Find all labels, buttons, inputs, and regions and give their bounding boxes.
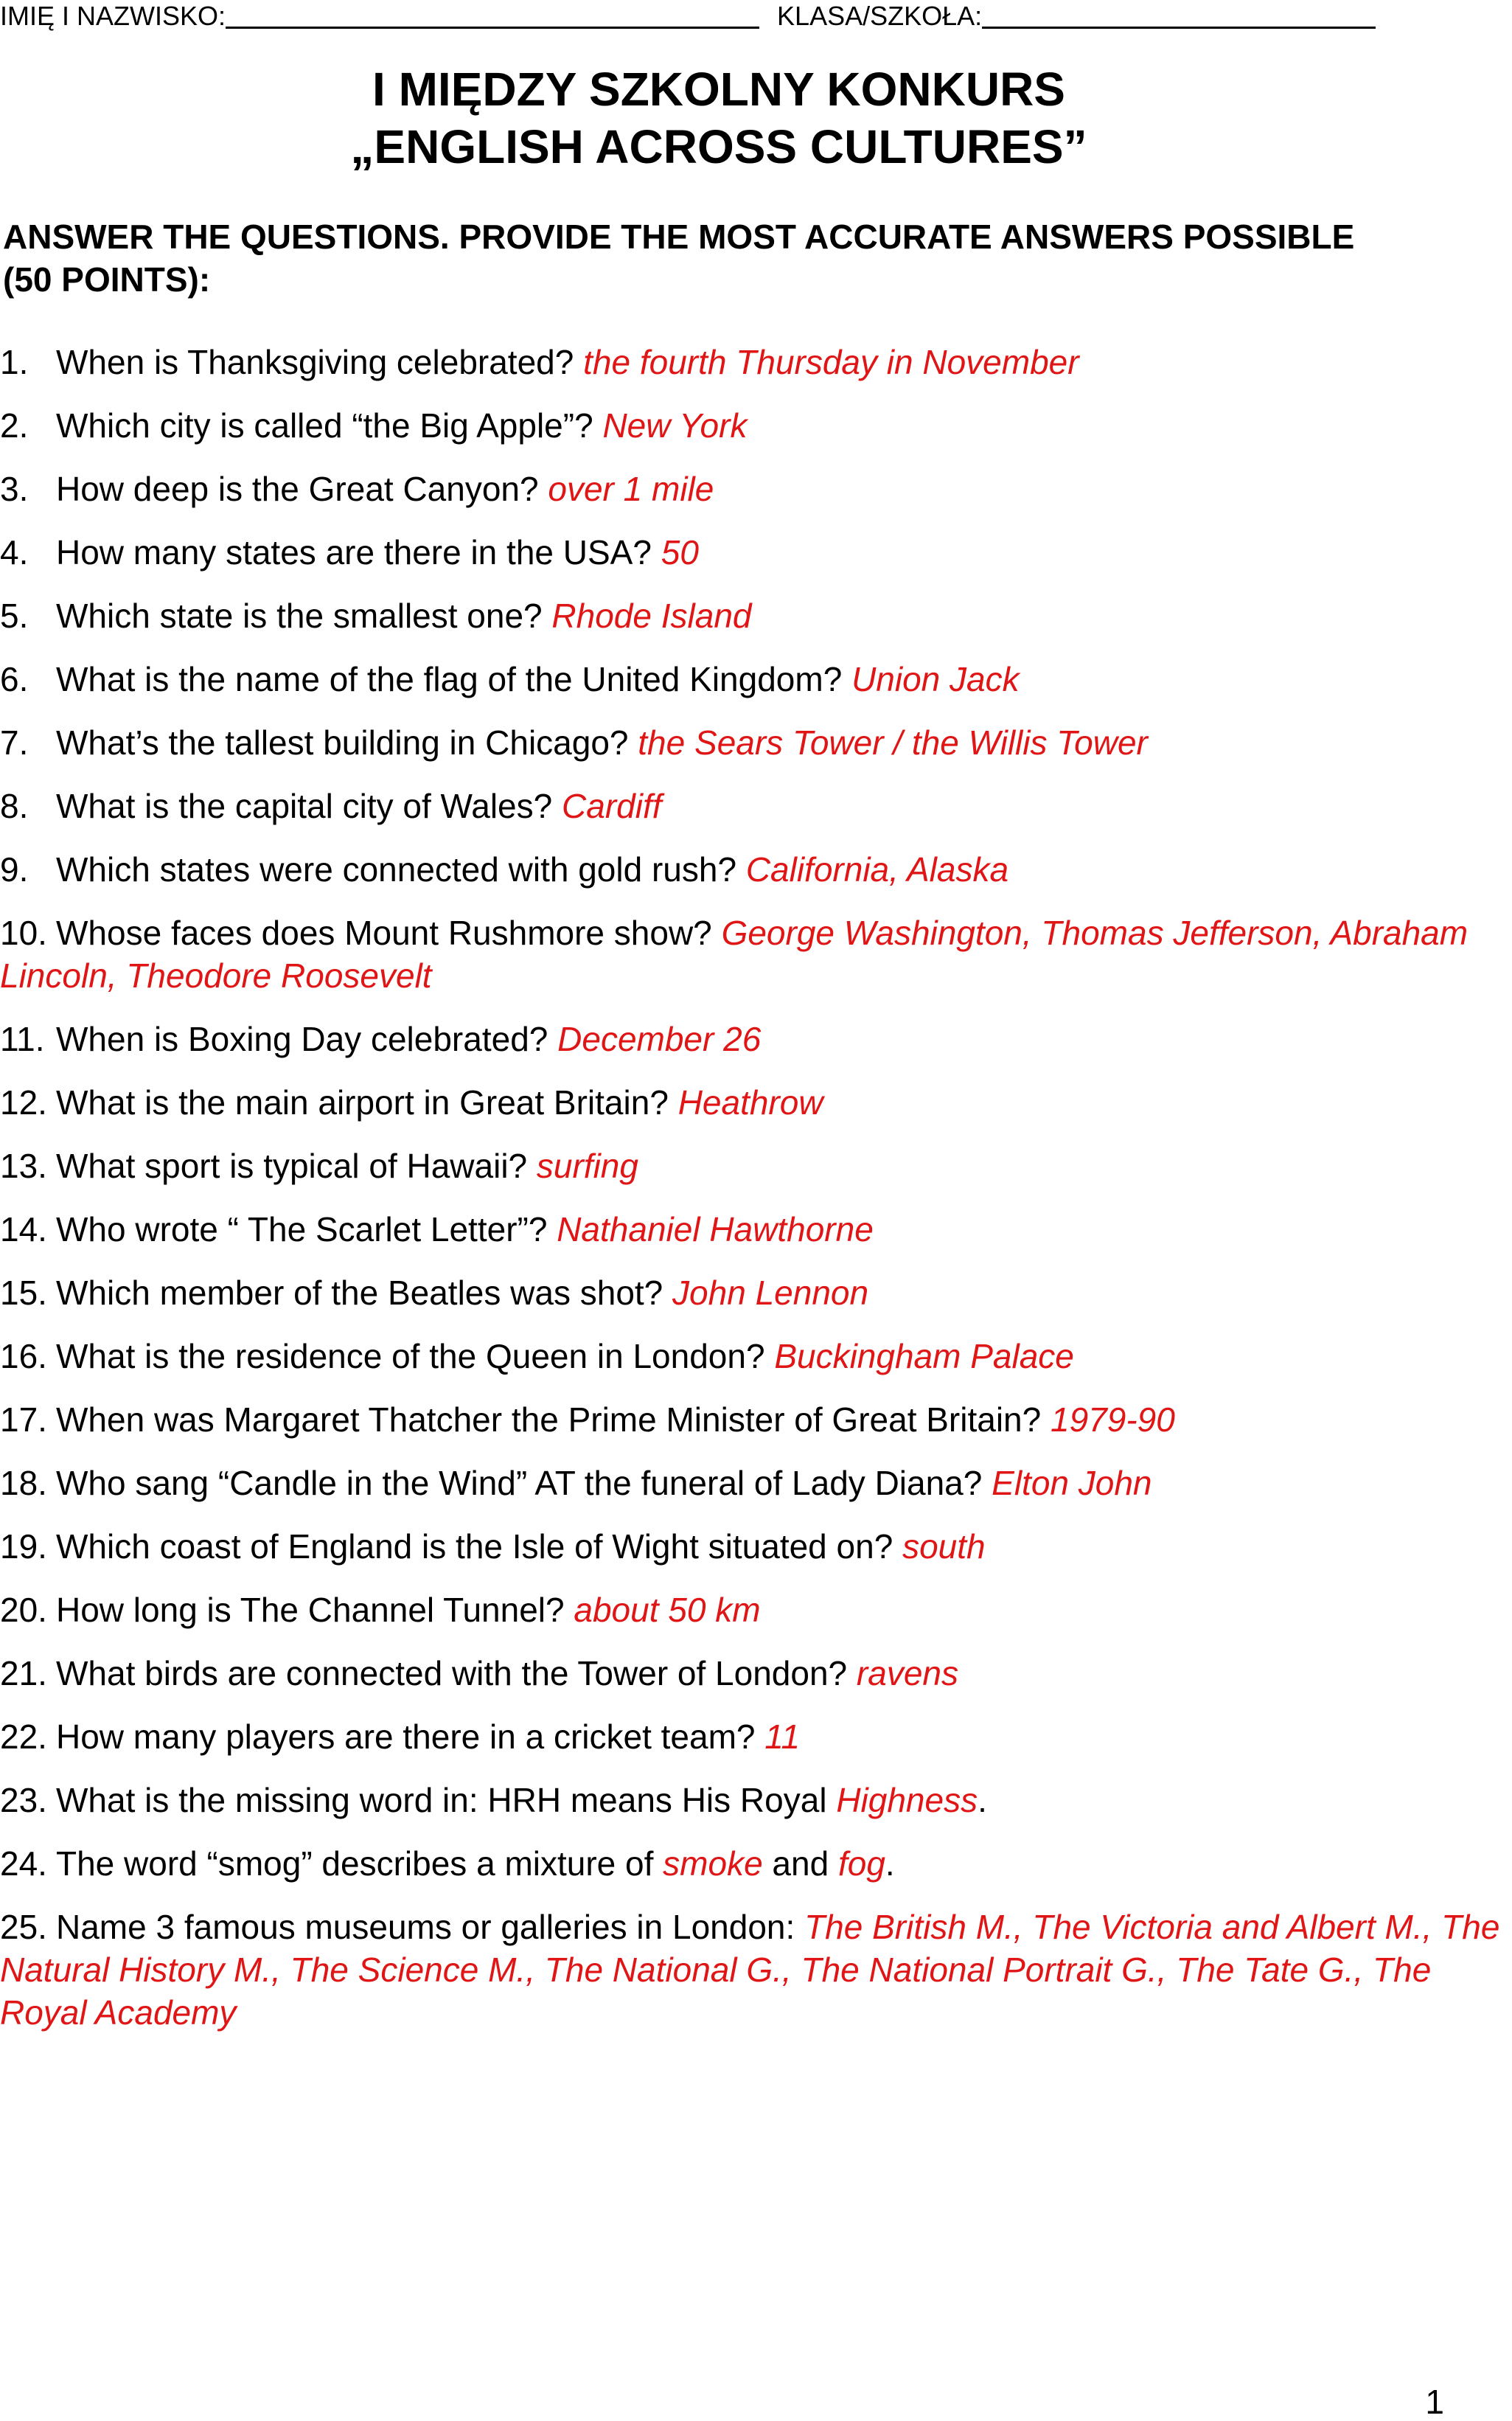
class-label: KLASA/SZKOŁA:	[777, 1, 983, 31]
question-11	[0, 1018, 1512, 1060]
question-text: Who wrote “ The Scarlet Letter”?	[56, 1210, 557, 1248]
question-text: What’s the tallest building in Chicago?	[56, 723, 638, 762]
answer-text: 50	[661, 533, 699, 572]
question-text: When is Thanksgiving celebrated?	[56, 343, 584, 381]
answer-text-2: fog	[837, 1844, 885, 1883]
question-7	[0, 721, 1512, 764]
question-mid: and	[762, 1844, 838, 1883]
question-text: How many players are there in a cricket team?	[56, 1717, 765, 1756]
question-number: 7.	[0, 723, 29, 762]
question-suffix: .	[885, 1844, 895, 1883]
question-text: When is Boxing Day celebrated?	[56, 1020, 558, 1058]
question-text: Whose faces does Mount Rushmore show?	[56, 914, 722, 952]
question-text: What birds are connected with the Tower of London?	[56, 1654, 857, 1692]
answer-text: George Washington, Thomas Jefferson, Abraham Lincoln, Theodore Roosevelt	[0, 914, 1469, 995]
answer-text: Buckingham Palace	[774, 1337, 1074, 1375]
title-line-1: I MIĘDZY SZKOLNY KONKURS	[372, 63, 1065, 116]
question-text: What is the name of the flag of the United Kingdom?	[56, 660, 852, 698]
answer-text: Elton John	[992, 1464, 1152, 1502]
question-25	[0, 1906, 1512, 2034]
question-4	[0, 531, 1512, 574]
question-20	[0, 1588, 1512, 1631]
question-21	[0, 1652, 1512, 1695]
answer-text: Heathrow	[677, 1083, 823, 1122]
question-text: The word “smog” describes a mixture of	[56, 1844, 663, 1883]
page-number: 1	[1425, 2383, 1444, 2421]
question-5	[0, 594, 1512, 637]
question-text: Who sang “Candle in the Wind” AT the funeral of Lady Diana?	[56, 1464, 992, 1502]
answer-text: Cardiff	[562, 787, 662, 825]
question-number: 17.	[0, 1400, 47, 1439]
question-3	[0, 468, 1512, 510]
question-18	[0, 1462, 1512, 1504]
question-9	[0, 848, 1512, 891]
question-number: 14.	[0, 1210, 47, 1248]
answer-text: ravens	[856, 1654, 958, 1692]
answer-text: Highness	[836, 1781, 978, 1819]
question-text: What is the missing word in: HRH means His Royal	[56, 1781, 837, 1819]
question-text: Which member of the Beatles was shot?	[56, 1274, 673, 1312]
question-2	[0, 404, 1512, 447]
question-text: What is the residence of the Queen in London?	[56, 1337, 775, 1375]
question-text: What is the capital city of Wales?	[56, 787, 562, 825]
question-number: 16.	[0, 1337, 47, 1375]
question-number: 18.	[0, 1464, 47, 1502]
question-list	[0, 341, 1512, 2054]
question-number: 9.	[0, 850, 29, 889]
question-number: 1.	[0, 343, 29, 381]
answer-text: New York	[602, 406, 748, 445]
question-text: What sport is typical of Hawaii?	[56, 1147, 537, 1185]
name-label: IMIĘ I NAZWISKO:	[0, 1, 226, 31]
answer-text: Union Jack	[851, 660, 1020, 698]
question-text: Which states were connected with gold rush?	[56, 850, 746, 889]
answer-text: Rhode Island	[551, 597, 752, 635]
question-number: 15.	[0, 1274, 47, 1312]
question-23	[0, 1779, 1512, 1821]
question-17	[0, 1398, 1512, 1441]
answer-text: surfing	[536, 1147, 638, 1185]
question-text: Which coast of England is the Isle of Wight situated on?	[56, 1527, 903, 1566]
answer-text: the Sears Tower / the Willis Tower	[638, 723, 1148, 762]
question-12	[0, 1081, 1512, 1124]
instructions: ANSWER THE QUESTIONS. PROVIDE THE MOST ACCURATE ANSWERS POSSIBLE (50 POINTS):	[3, 218, 1355, 299]
question-number: 8.	[0, 787, 29, 825]
question-14	[0, 1208, 1512, 1251]
question-text: Name 3 famous museums or galleries in London:	[56, 1908, 805, 1946]
question-6	[0, 658, 1512, 701]
question-number: 2.	[0, 406, 29, 445]
question-1	[0, 341, 1512, 383]
name-blank[interactable]	[226, 0, 759, 29]
question-13	[0, 1144, 1512, 1187]
answer-text: 1979-90	[1051, 1400, 1175, 1439]
question-text: How many states are there in the USA?	[56, 533, 661, 572]
question-number: 5.	[0, 597, 29, 635]
answer-text: California, Alaska	[745, 850, 1009, 889]
answer-text: the fourth Thursday in November	[583, 343, 1079, 381]
answer-text: about 50 km	[574, 1591, 761, 1629]
class-blank[interactable]	[982, 0, 1376, 29]
question-text: Which city is called “the Big Apple”?	[56, 406, 603, 445]
question-24	[0, 1842, 1512, 1885]
question-8	[0, 785, 1512, 827]
question-19	[0, 1525, 1512, 1568]
question-16	[0, 1335, 1512, 1378]
answer-text: Nathaniel Hawthorne	[557, 1210, 874, 1248]
question-number: 10.	[0, 914, 47, 952]
title-line-2: „ENGLISH ACROSS CULTURES”	[350, 120, 1087, 173]
question-text: Which state is the smallest one?	[56, 597, 552, 635]
question-10	[0, 911, 1512, 997]
answer-text: south	[902, 1527, 986, 1566]
question-number: 23.	[0, 1781, 47, 1819]
question-number: 6.	[0, 660, 29, 698]
question-number: 25.	[0, 1908, 47, 1946]
question-22	[0, 1715, 1512, 1758]
answer-text: 11	[764, 1717, 801, 1756]
answer-text: John Lennon	[672, 1274, 869, 1312]
question-15	[0, 1271, 1512, 1314]
question-number: 12.	[0, 1083, 47, 1122]
question-number: 22.	[0, 1717, 47, 1756]
header-fields	[0, 0, 1512, 32]
question-text: When was Margaret Thatcher the Prime Minister of Great Britain?	[56, 1400, 1051, 1439]
answer-text: The British M., The Victoria and Albert M., The Natural History M., The Science M., The National G., The National Portrait G., The Tate G., The Royal Academy	[0, 1908, 1500, 2032]
answer-text: over 1 mile	[548, 470, 714, 508]
question-number: 19.	[0, 1527, 47, 1566]
answer-text: December 26	[557, 1020, 762, 1058]
answer-text: smoke	[663, 1844, 763, 1883]
question-number: 11.	[0, 1020, 45, 1058]
question-suffix: .	[978, 1781, 987, 1819]
question-number: 24.	[0, 1844, 47, 1883]
question-number: 21.	[0, 1654, 47, 1692]
question-number: 3.	[0, 470, 29, 508]
question-text: How long is The Channel Tunnel?	[56, 1591, 574, 1629]
question-number: 20.	[0, 1591, 47, 1629]
question-number: 13.	[0, 1147, 47, 1185]
page-title	[0, 60, 1438, 176]
question-text: How deep is the Great Canyon?	[56, 470, 548, 508]
question-text: What is the main airport in Great Britain?	[56, 1083, 678, 1122]
question-number: 4.	[0, 533, 29, 572]
